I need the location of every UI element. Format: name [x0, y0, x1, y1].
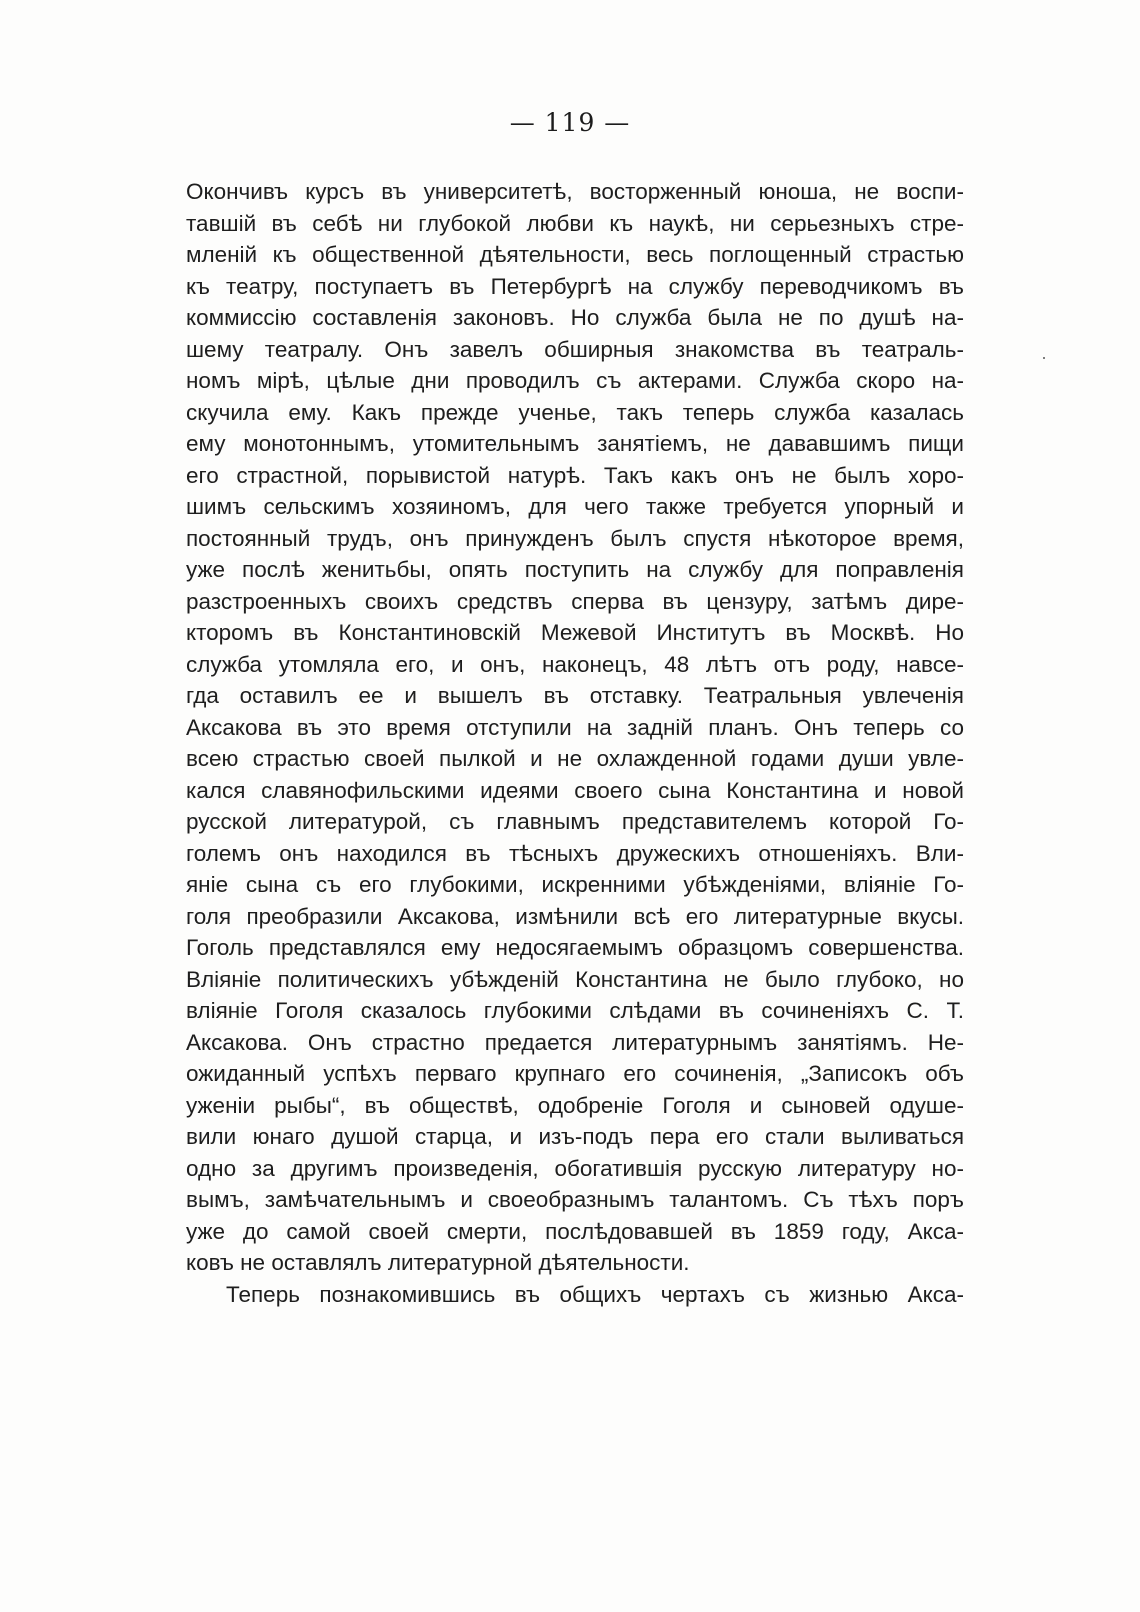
- text-line: служба утомляла его, и онъ, наконецъ, 48 лѣтъ отъ роду, навсе-: [186, 651, 964, 677]
- text-line: шимъ сельскимъ хозяиномъ, для чего также требуется упорный и: [186, 494, 964, 519]
- text-line: номъ мірѣ, цѣлые дни проводилъ съ актерами. Служба скоро на-: [186, 368, 964, 393]
- text-line: разстроенныхъ своихъ средствъ сперва въ цензуру, затѣмъ дире-: [186, 588, 964, 614]
- text-line: Аксакова въ это время отступили на задній планъ. Онъ теперь со: [186, 714, 964, 740]
- text-line: вліяніе Гоголя сказалось глубокими слѣдами въ сочиненіяхъ С. Т.: [186, 998, 964, 1023]
- text-line: яніе сына съ его глубокими, искренними убѣжденіями, вліяніе Го-: [186, 872, 964, 897]
- text-line: Аксакова. Онъ страстно предается литературнымъ занятіямъ. Не-: [186, 1029, 964, 1055]
- text-line: уже послѣ женитьбы, опять поступить на службу для поправленія: [186, 557, 964, 582]
- text-line: мленій къ общественной дѣятельности, весь поглощенный страстью: [186, 242, 964, 267]
- text-line: одно за другимъ произведенія, обогатившія русскую литературу но-: [186, 1155, 964, 1181]
- text-line: голя преобразили Аксакова, измѣнили всѣ его литературные вкусы.: [186, 903, 964, 929]
- text-line: Вліяніе политическихъ убѣжденій Константина не было глубоко, но: [186, 966, 964, 992]
- text-line: ковъ не оставлялъ литературной дѣятельности.: [186, 1250, 690, 1275]
- text-line: скучила ему. Какъ прежде ученье, такъ теперь служба казалась: [186, 399, 964, 425]
- text-line: всею страстью своей пылкой и не охлажденной годами души увле-: [186, 746, 964, 771]
- scan-speck: [1043, 357, 1045, 359]
- text-line: кался славянофильскими идеями своего сына Константина и новой: [186, 777, 964, 803]
- text-line: кторомъ въ Константиновскій Межевой Институтъ въ Москвѣ. Но: [186, 620, 964, 645]
- text-line: големъ онъ находился въ тѣсныхъ дружескихъ отношеніяхъ. Вли-: [186, 840, 964, 866]
- text-line: Окончивъ курсъ въ университетѣ, восторженный юноша, не воспи-: [186, 179, 964, 204]
- text-line: гда оставилъ ее и вышелъ въ отставку. Театральныя увлеченія: [186, 683, 964, 708]
- text-line: ему монотоннымъ, утомительнымъ занятіемъ, не дававшимъ пищи: [186, 431, 964, 456]
- text-line: шему театралу. Онъ завелъ обширныя знакомства въ театраль-: [186, 336, 964, 362]
- paragraph-2: [186, 1279, 964, 1311]
- text-line: вымъ, замѣчательнымъ и своеобразнымъ талантомъ. Съ тѣхъ поръ: [186, 1187, 964, 1212]
- text-line: постоянный трудъ, онъ принужденъ былъ спустя нѣкоторое время,: [186, 525, 964, 551]
- text-line: Гоголь представлялся ему недосягаемымъ образцомъ совершенства.: [186, 935, 964, 960]
- text-line: уже до самой своей смерти, послѣдовавшей въ 1859 году, Акса-: [186, 1218, 964, 1244]
- text-line: коммиссію составленія законовъ. Но служба была не по душѣ на-: [186, 305, 964, 330]
- text-line: ожиданный успѣхъ перваго крупнаго его сочиненія, „Записокъ объ: [186, 1061, 964, 1086]
- page-text: [186, 176, 964, 1310]
- text-line: Теперь познакомившись въ общихъ чертахъ съ жизнью Акса-: [226, 1281, 964, 1307]
- text-line: уженіи рыбы“, въ обществѣ, одобреніе Гоголя и сыновей одуше-: [186, 1092, 964, 1118]
- paragraph-1: [186, 176, 964, 1279]
- text-line: къ театру, поступаетъ въ Петербургѣ на службу переводчикомъ въ: [186, 273, 964, 299]
- page-number: — 119 —: [509, 108, 631, 137]
- text-line: вили юнаго душой старца, и изъ-подъ пера его стали выливаться: [186, 1124, 964, 1149]
- text-line: тавшій въ себѣ ни глубокой любви къ наукѣ, ни серьезныхъ стре-: [186, 210, 964, 236]
- text-line: его страстной, порывистой натурѣ. Такъ какъ онъ не былъ хоро-: [186, 462, 964, 488]
- text-line: русской литературой, съ главнымъ представителемъ которой Го-: [186, 809, 964, 834]
